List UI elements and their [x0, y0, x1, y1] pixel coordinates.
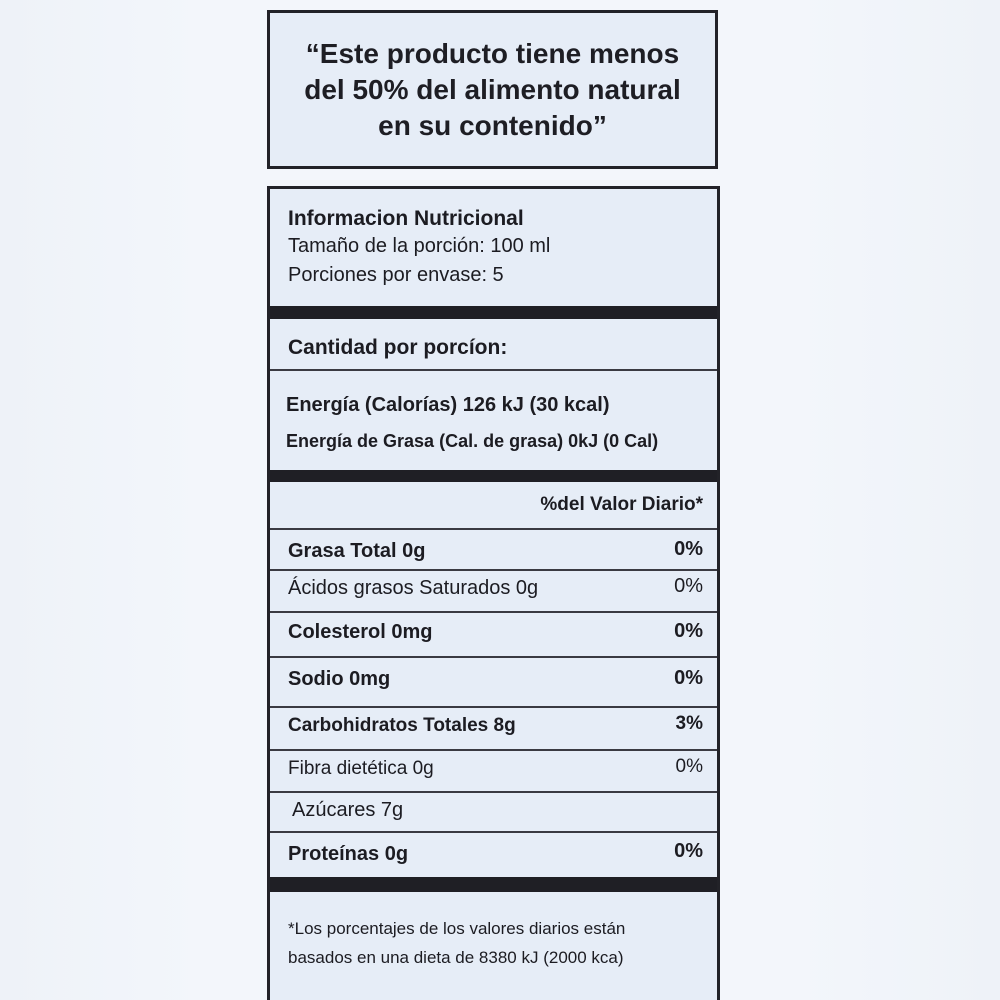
- nutrient-row-saturated-fat: [270, 571, 717, 611]
- nutrient-name: Sodio 0mg: [288, 668, 391, 690]
- energy-fat-calories: Energía de Grasa (Cal. de grasa) 0kJ (0 Cal): [286, 431, 659, 451]
- nutrient-name: Azúcares 7g: [292, 799, 404, 821]
- notice-line-2: del 50% del alimento natural: [304, 73, 681, 105]
- energy-calories: Energía (Calorías) 126 kJ (30 kcal): [286, 394, 610, 416]
- nutrient-row-sodium: [270, 658, 717, 708]
- nutrient-row-carbohydrates: [270, 708, 717, 750]
- nutrient-daily-value: 0%: [674, 667, 703, 689]
- nutrient-row-protein: [270, 833, 717, 875]
- notice-line-1: “Este producto tiene menos: [305, 37, 680, 69]
- nutrient-name: Ácidos grasos Saturados 0g: [288, 577, 539, 599]
- nutrient-daily-value: 3%: [675, 713, 703, 734]
- nutrient-daily-value: 0%: [675, 756, 703, 777]
- nutrition-title: Informacion Nutricional: [288, 207, 524, 230]
- section-divider-heavy: [270, 470, 717, 482]
- nutrient-row-fiber: [270, 751, 717, 791]
- nutrient-daily-value: 0%: [674, 575, 703, 597]
- section-divider-heavy: [270, 877, 717, 892]
- footnote-line-1: *Los porcentajes de los valores diarios están: [288, 919, 626, 938]
- nutrient-row-cholesterol: [270, 613, 717, 655]
- nutrient-daily-value: 0%: [674, 538, 703, 560]
- serving-size: Tamaño de la porción: 100 ml: [288, 235, 551, 257]
- notice-line-3: en su contenido”: [378, 109, 607, 141]
- amount-per-serving: Cantidad por porcíon:: [288, 336, 508, 359]
- nutrient-row-total-fat: [270, 530, 717, 570]
- servings-per-container: Porciones por envase: 5: [288, 264, 504, 286]
- natural-content-notice: [267, 10, 718, 169]
- nutrient-daily-value: 0%: [674, 840, 703, 862]
- nutrient-row-sugars: [270, 793, 717, 831]
- section-divider-heavy: [270, 306, 717, 319]
- row-divider: [270, 369, 717, 371]
- nutrient-daily-value: 0%: [674, 620, 703, 642]
- nutrient-name: Fibra dietética 0g: [288, 758, 434, 779]
- daily-value-header: %del Valor Diario*: [540, 494, 703, 515]
- nutrient-name: Proteínas 0g: [288, 843, 409, 865]
- nutrient-name: Grasa Total 0g: [288, 540, 426, 562]
- nutrient-name: Colesterol 0mg: [288, 621, 433, 643]
- nutrition-facts-panel: [267, 186, 720, 1000]
- footnote-line-2: basados en una dieta de 8380 kJ (2000 kca): [288, 948, 624, 967]
- nutrient-name: Carbohidratos Totales 8g: [288, 715, 516, 736]
